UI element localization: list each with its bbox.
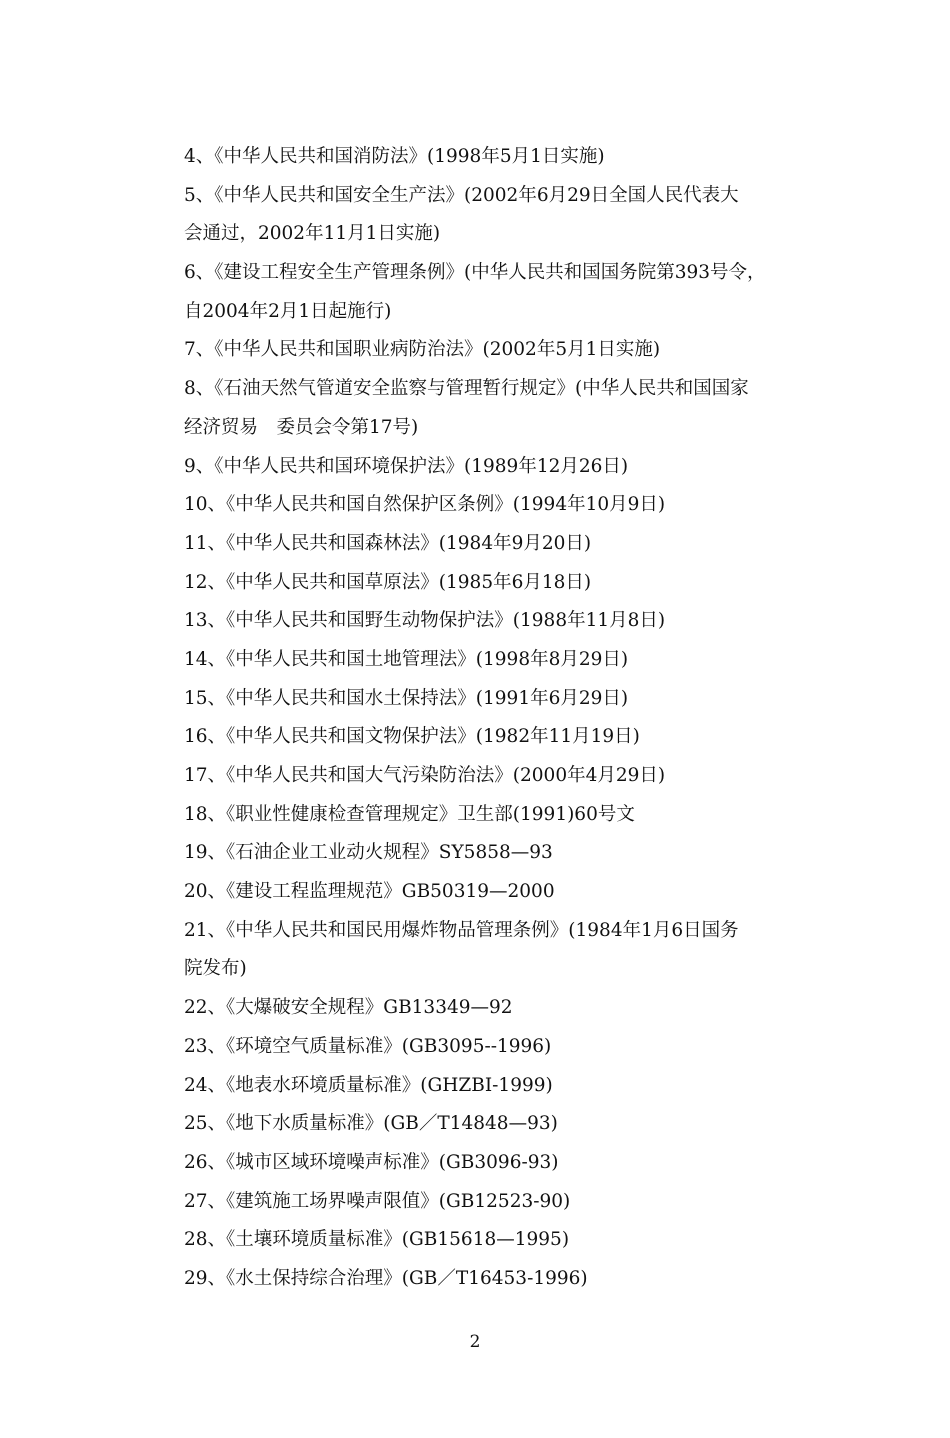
list-line: 28、《土壤环境质量标准》(GB15618—1995) — [184, 1229, 570, 1251]
list-line: 24、《地表水环境质量标准》(GHZBI-1999) — [184, 1074, 553, 1096]
list-line: 10、《中华人民共和国自然保护区条例》(1994年10月9日) — [184, 494, 666, 516]
list-line: 12、《中华人民共和国草原法》(1985年6月18日) — [184, 571, 592, 593]
list-line: 16、《中华人民共和国文物保护法》(1982年11月19日) — [184, 726, 640, 748]
page-number: 2 — [469, 1332, 481, 1352]
list-line: 4、《中华人民共和国消防法》(1998年5月1日实施) — [184, 146, 605, 167]
list-line: 29、《水土保持综合治理》(GB／T16453-1996) — [184, 1267, 588, 1289]
list-line: 18、《职业性健康检查管理规定》卫生部(1991)60号文 — [184, 803, 635, 825]
list-line: 22、《大爆破安全规程》GB13349—92 — [184, 997, 513, 1019]
list-line: 17、《中华人民共和国大气污染防治法》(2000年4月29日) — [184, 765, 666, 786]
list-line: 13、《中华人民共和国野生动物保护法》(1988年11月8日) — [184, 610, 666, 632]
list-line: 院发布) — [184, 958, 247, 980]
list-line: 6、《建设工程安全生产管理条例》(中华人民共和国国务院第393号令， — [184, 262, 766, 284]
list-line: 26、《城市区域环境噪声标准》(GB3096-93) — [184, 1151, 559, 1173]
list-line: 25、《地下水质量标准》(GB／T14848—93) — [184, 1113, 558, 1135]
list-line: 19、《石油企业工业动火规程》SY5858—93 — [184, 842, 553, 864]
list-line: 15、《中华人民共和国水土保持法》(1991年6月29日) — [184, 687, 629, 709]
list-line: 5、《中华人民共和国安全生产法》(2002年6月29日全国人民代表大 — [184, 184, 739, 206]
regulation-list — [184, 138, 844, 1299]
list-line: 9、《中华人民共和国环境保护法》(1989年12月26日) — [184, 455, 629, 477]
list-line: 27、《建筑施工场界噪声限值》(GB12523-90) — [184, 1190, 571, 1212]
list-line: 会通过，2002年11月1日实施) — [184, 223, 441, 245]
list-line: 23、《环境空气质量标准》(GB3095--1996) — [184, 1035, 552, 1057]
list-line: 经济贸易 委员会令第17号) — [184, 416, 419, 438]
list-line: 自2004年2月1日起施行) — [184, 300, 392, 322]
list-line: 14、《中华人民共和国土地管理法》(1998年8月29日) — [184, 648, 629, 670]
list-line: 11、《中华人民共和国森林法》(1984年9月20日) — [184, 532, 592, 554]
list-line: 20、《建设工程监理规范》GB50319—2000 — [184, 881, 555, 903]
list-line: 7、《中华人民共和国职业病防治法》(2002年5月1日实施) — [184, 339, 661, 361]
list-line: 8、《石油天然气管道安全监察与管理暂行规定》(中华人民共和国国家 — [184, 378, 749, 400]
list-line: 21、《中华人民共和国民用爆炸物品管理条例》(1984年1月6日国务 — [184, 919, 739, 941]
